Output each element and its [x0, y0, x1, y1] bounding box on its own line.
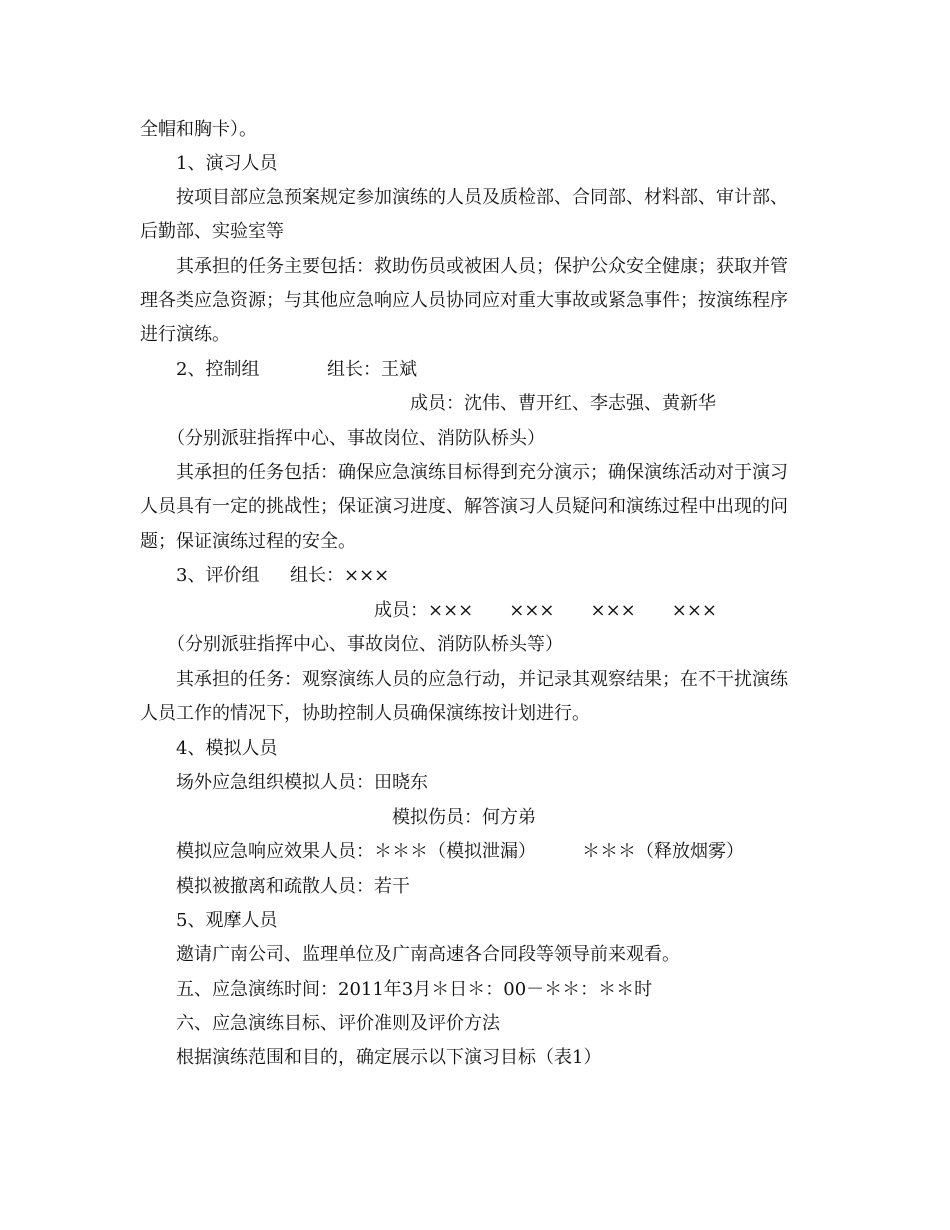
section-heading: 五、应急演练时间：2011年3月＊日＊：00－＊＊：＊＊时 — [176, 979, 653, 1000]
text-line: 其承担的任务：观察演练人员的应急行动，并记录其观察结果；在不干扰演练 — [176, 669, 788, 690]
text-line: ＊＊＊（释放烟雾） — [582, 841, 744, 862]
text-line: 进行演练。 — [140, 324, 230, 345]
section-heading: 1、演习人员 — [176, 153, 278, 174]
group-leader: 组长：××× — [290, 565, 390, 586]
text-line: 邀请广南公司、监理单位及广南高速各合同段等领导前来观看。 — [176, 944, 680, 965]
text-line: 人员工作的情况下，协助控制人员确保演练按计划进行。 — [140, 703, 590, 724]
text-line: 其承担的任务包括：确保应急演练目标得到充分演示；确保演练活动对于演习 — [176, 462, 788, 483]
group-members: 成员：××× ××× ××× ××× — [374, 600, 717, 621]
text-line: 模拟伤员：何方弟 — [392, 807, 536, 828]
section-heading: 4、模拟人员 — [176, 738, 278, 759]
text-line: 全帽和胸卡）。 — [140, 119, 257, 140]
text-line: （分别派驻指挥中心、事故岗位、消防队桥头） — [167, 428, 545, 449]
section-heading: 2、控制组 — [176, 359, 260, 380]
section-heading: 3、评价组 — [176, 565, 260, 586]
text-line: 根据演练范围和目的，确定展示以下演习目标（表1） — [176, 1047, 602, 1068]
text-line: （分别派驻指挥中心、事故岗位、消防队桥头等） — [167, 634, 563, 655]
text-line: 人员具有一定的挑战性；保证演习进度、解答演习人员疑问和演练过程中出现的问 — [140, 496, 788, 517]
group-members: 成员：沈伟、曹开红、李志强、黄新华 — [410, 393, 716, 414]
section-heading: 5、观摩人员 — [176, 910, 278, 931]
text-line: 题；保证演练过程的安全。 — [140, 531, 356, 552]
group-leader: 组长：王斌 — [327, 359, 417, 380]
text-line: 按项目部应急预案规定参加演练的人员及质检部、合同部、材料部、审计部、 — [176, 187, 788, 208]
text-line: 模拟被撤离和疏散人员：若干 — [176, 876, 410, 897]
text-line: 场外应急组织模拟人员：田晓东 — [176, 772, 428, 793]
section-heading: 六、应急演练目标、评价准则及评价方法 — [176, 1013, 500, 1034]
text-line: 理各类应急资源；与其他应急响应人员协同应对重大事故或紧急事件；按演练程序 — [140, 290, 788, 311]
text-line: 模拟应急响应效果人员：＊＊＊（模拟泄漏） — [176, 841, 536, 862]
text-line: 其承担的任务主要包括：救助伤员或被困人员；保护公众安全健康；获取并管 — [176, 256, 788, 277]
text-line: 后勤部、实验室等 — [140, 221, 284, 242]
